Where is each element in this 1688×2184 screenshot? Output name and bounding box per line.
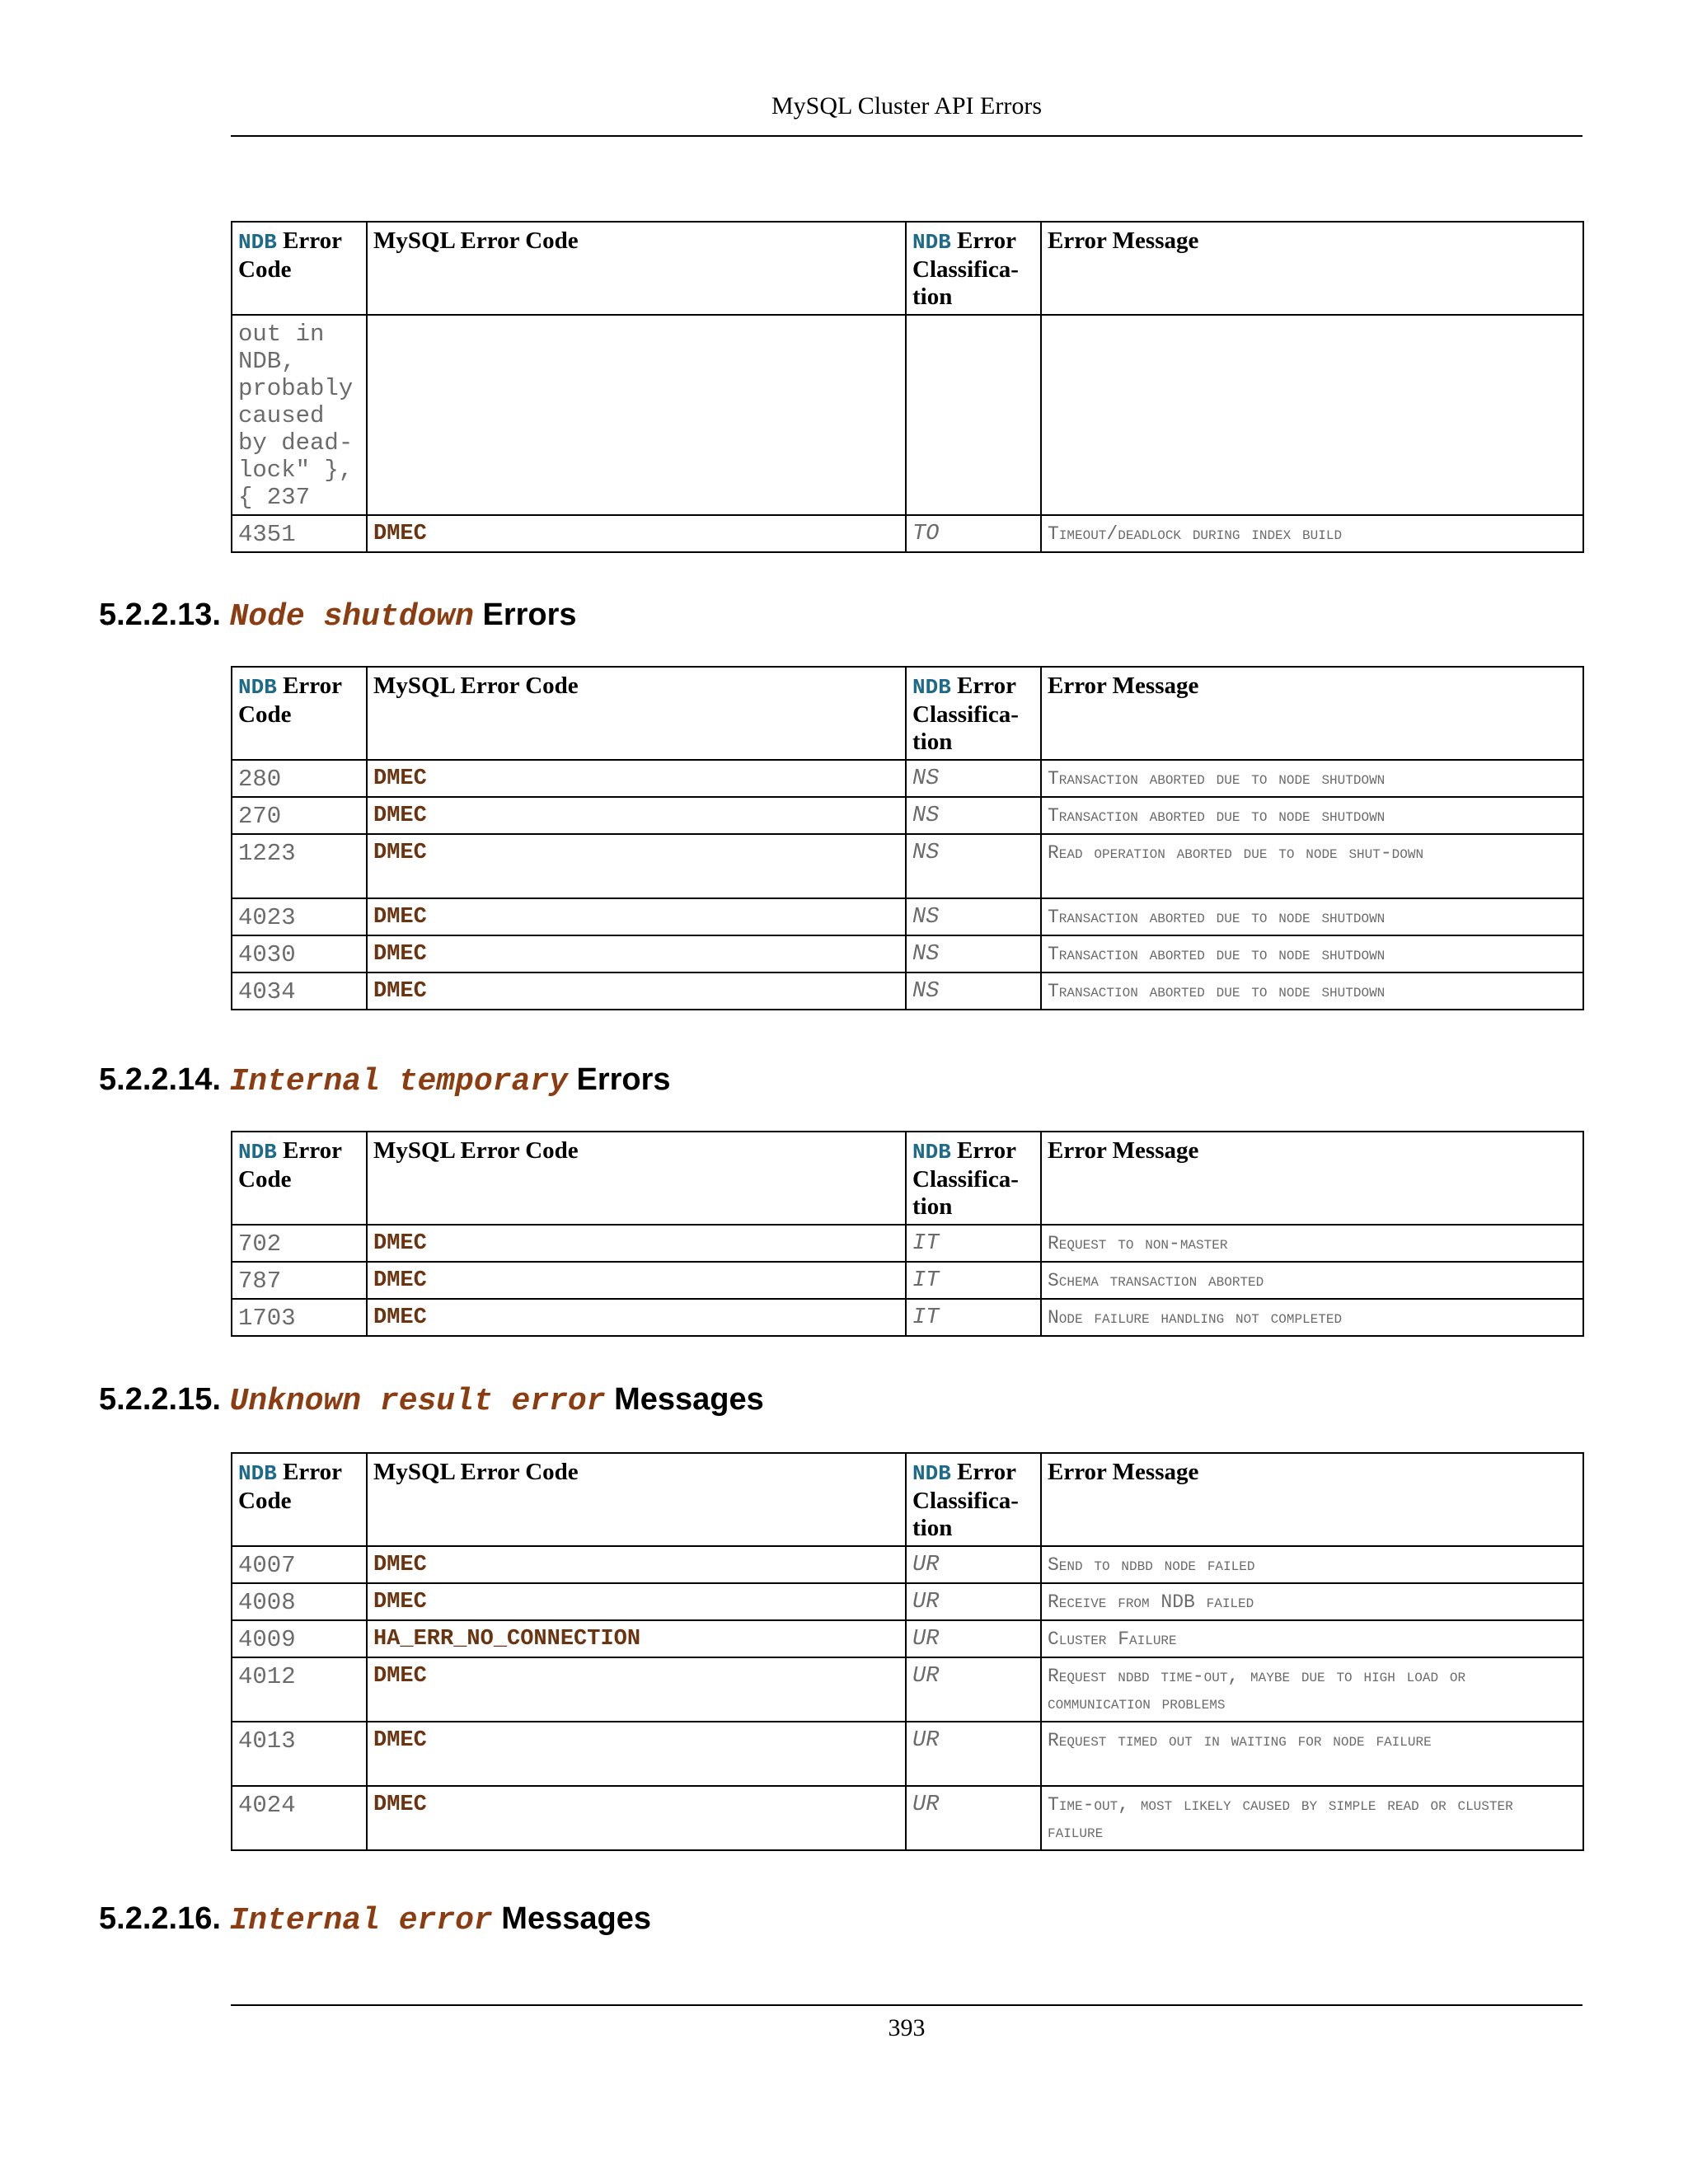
cell-mysql-code: DMEC <box>367 1299 906 1336</box>
header-ndb-error-code: NDB Error Code <box>232 667 367 760</box>
table-row-continuation <box>232 315 1583 515</box>
cell-ndb-code: 4351 <box>232 515 367 552</box>
table-header-row <box>232 1453 1583 1546</box>
table-row <box>232 1620 1583 1657</box>
table-header-row <box>232 1132 1583 1225</box>
cell-ndb-code: 787 <box>232 1262 367 1299</box>
header-ndb-error-classification: NDB Error Classifica-tion <box>906 222 1041 315</box>
table-row <box>232 1583 1583 1620</box>
cell-classification: IT <box>906 1262 1041 1299</box>
footer-rule <box>231 2004 1582 2006</box>
cell-message: Transaction aborted due to node shutdown <box>1041 972 1583 1010</box>
section-heading-internal-error: 5.2.2.16. Internal error Messages <box>99 1901 651 1938</box>
cell-ndb-code: 4034 <box>232 972 367 1010</box>
cell-classification: UR <box>906 1657 1041 1722</box>
cell-classification: NS <box>906 797 1041 834</box>
cell-ndb-code: 280 <box>232 760 367 797</box>
cell-message: Read operation aborted due to node shut-down <box>1041 834 1583 898</box>
table-row <box>232 1786 1583 1850</box>
cell-mysql-code: DMEC <box>367 834 906 898</box>
cell-mysql-code: DMEC <box>367 972 906 1010</box>
cell-ndb-code: 4013 <box>232 1722 367 1786</box>
cell-classification: NS <box>906 935 1041 972</box>
cell-classification: IT <box>906 1225 1041 1262</box>
cell-classification: NS <box>906 898 1041 935</box>
table-row <box>232 972 1583 1010</box>
section-heading-node-shutdown: 5.2.2.13. Node shutdown Errors <box>99 598 577 635</box>
header-ndb-error-code: NDB Error Code <box>232 1453 367 1546</box>
cell-classification: TO <box>906 515 1041 552</box>
cell-classification: IT <box>906 1299 1041 1336</box>
cell-mysql-code: DMEC <box>367 1546 906 1583</box>
header-error-message: Error Message <box>1041 222 1583 315</box>
table-row <box>232 935 1583 972</box>
table-row <box>232 1225 1583 1262</box>
cell-mysql-code <box>367 315 906 515</box>
cell-message: Node failure handling not completed <box>1041 1299 1583 1336</box>
cell-mysql-code: DMEC <box>367 1583 906 1620</box>
cell-message: Transaction aborted due to node shutdown <box>1041 935 1583 972</box>
error-table-node-shutdown <box>231 666 1584 1010</box>
header-mysql-error-code: MySQL Error Code <box>367 1453 906 1546</box>
cell-message: Timeout/deadlock during index build <box>1041 515 1583 552</box>
cell-message: Time-out, most likely caused by simple read or cluster failure <box>1041 1786 1583 1850</box>
cell-classification: NS <box>906 834 1041 898</box>
cell-classification: UR <box>906 1722 1041 1786</box>
cell-classification <box>906 315 1041 515</box>
table-row <box>232 515 1583 552</box>
cell-ndb-code: out in NDB, probably caused by dead-lock" }, { 237 <box>232 315 367 515</box>
page-number: 393 <box>888 2014 926 2041</box>
table-row <box>232 760 1583 797</box>
cell-ndb-code: 1223 <box>232 834 367 898</box>
header-error-message: Error Message <box>1041 1453 1583 1546</box>
header-mysql-error-code: MySQL Error Code <box>367 222 906 315</box>
table-row <box>232 1657 1583 1722</box>
table-row <box>232 1546 1583 1583</box>
table-row <box>232 898 1583 935</box>
table-row <box>232 1299 1583 1336</box>
cell-message: Request ndbd time-out, maybe due to high load or communication problems <box>1041 1657 1583 1722</box>
section-heading-internal-temporary: 5.2.2.14. Internal temporary Errors <box>99 1062 671 1099</box>
header-ndb-error-classification: NDB Error Classifica-tion <box>906 1453 1041 1546</box>
header-ndb-error-code: NDB Error Code <box>232 222 367 315</box>
cell-message: Receive from NDB failed <box>1041 1583 1583 1620</box>
error-table-unknown-result <box>231 1452 1584 1851</box>
cell-classification: UR <box>906 1620 1041 1657</box>
cell-ndb-code: 4023 <box>232 898 367 935</box>
section-heading-unknown-result-error: 5.2.2.15. Unknown result error Messages <box>99 1382 764 1419</box>
cell-message <box>1041 315 1583 515</box>
cell-ndb-code: 702 <box>232 1225 367 1262</box>
header-ndb-error-classification: NDB Error Classifica-tion <box>906 667 1041 760</box>
cell-ndb-code: 1703 <box>232 1299 367 1336</box>
cell-mysql-code: DMEC <box>367 1262 906 1299</box>
error-table-timeout <box>231 221 1584 553</box>
cell-mysql-code: DMEC <box>367 797 906 834</box>
cell-message: Request timed out in waiting for node failure <box>1041 1722 1583 1786</box>
header-error-message: Error Message <box>1041 667 1583 760</box>
cell-classification: UR <box>906 1583 1041 1620</box>
cell-message: Cluster Failure <box>1041 1620 1583 1657</box>
header-ndb-error-code: NDB Error Code <box>232 1132 367 1225</box>
cell-mysql-code: DMEC <box>367 760 906 797</box>
header-error-message: Error Message <box>1041 1132 1583 1225</box>
table-header-row <box>232 222 1583 315</box>
table-row <box>232 797 1583 834</box>
cell-mysql-code: DMEC <box>367 1225 906 1262</box>
cell-classification: UR <box>906 1546 1041 1583</box>
cell-mysql-code: HA_ERR_NO_CONNECTION <box>367 1620 906 1657</box>
cell-ndb-code: 4007 <box>232 1546 367 1583</box>
cell-ndb-code: 270 <box>232 797 367 834</box>
header-mysql-error-code: MySQL Error Code <box>367 667 906 760</box>
cell-classification: NS <box>906 972 1041 1010</box>
header-rule <box>231 135 1582 137</box>
cell-classification: UR <box>906 1786 1041 1850</box>
cell-mysql-code: DMEC <box>367 515 906 552</box>
cell-message: Transaction aborted due to node shutdown <box>1041 797 1583 834</box>
table-row <box>232 1262 1583 1299</box>
table-header-row <box>232 667 1583 760</box>
cell-mysql-code: DMEC <box>367 935 906 972</box>
cell-message: Send to ndbd node failed <box>1041 1546 1583 1583</box>
cell-ndb-code: 4009 <box>232 1620 367 1657</box>
cell-classification: NS <box>906 760 1041 797</box>
cell-message: Transaction aborted due to node shutdown <box>1041 898 1583 935</box>
cell-mysql-code: DMEC <box>367 1657 906 1722</box>
page-header: MySQL Cluster API Errors <box>771 92 1043 120</box>
cell-ndb-code: 4030 <box>232 935 367 972</box>
cell-mysql-code: DMEC <box>367 1722 906 1786</box>
table-row <box>232 834 1583 898</box>
error-table-internal-temporary <box>231 1131 1584 1337</box>
cell-ndb-code: 4012 <box>232 1657 367 1722</box>
table-row <box>232 1722 1583 1786</box>
cell-mysql-code: DMEC <box>367 1786 906 1850</box>
cell-message: Transaction aborted due to node shutdown <box>1041 760 1583 797</box>
cell-mysql-code: DMEC <box>367 898 906 935</box>
cell-ndb-code: 4008 <box>232 1583 367 1620</box>
header-ndb-error-classification: NDB Error Classifica-tion <box>906 1132 1041 1225</box>
cell-message: Schema transaction aborted <box>1041 1262 1583 1299</box>
header-mysql-error-code: MySQL Error Code <box>367 1132 906 1225</box>
cell-message: Request to non-master <box>1041 1225 1583 1262</box>
cell-ndb-code: 4024 <box>232 1786 367 1850</box>
